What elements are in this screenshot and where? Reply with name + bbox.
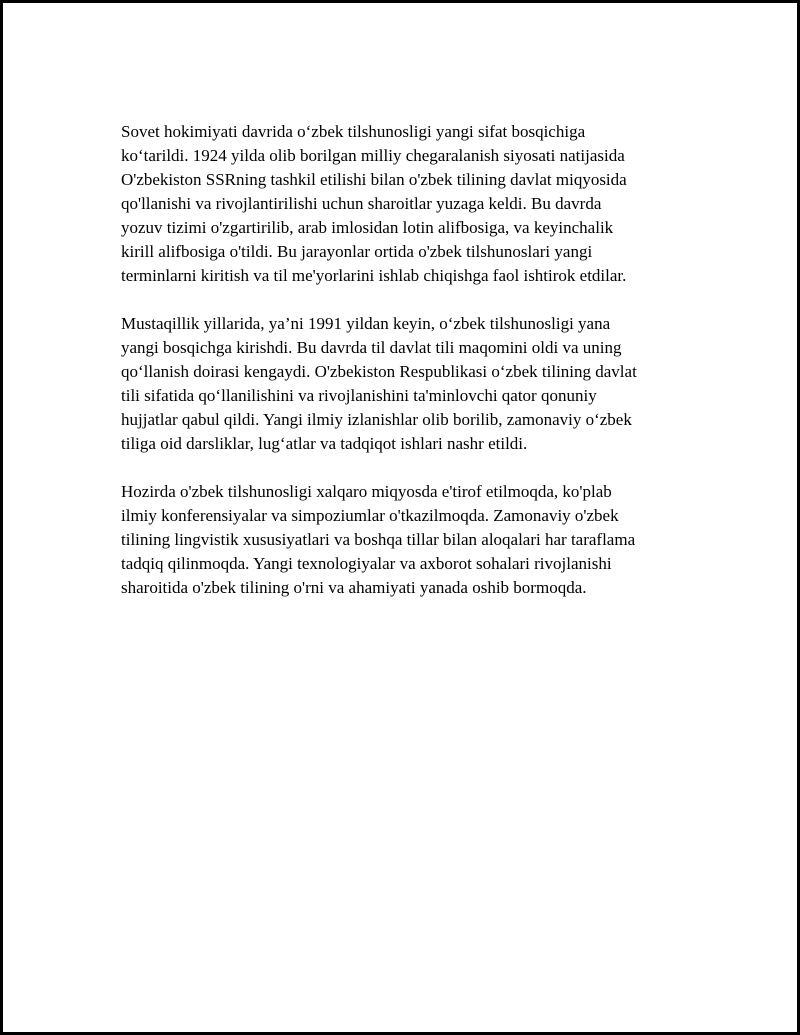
text-line: tadqiq qilinmoqda. Yangi texnologiyalar va axborot sohalari rivojlanishi <box>121 554 612 573</box>
text-line: Mustaqillik yillarida, ya’ni 1991 yildan keyin, o‘zbek tilshunosligi yana <box>121 314 611 333</box>
text-line: tilining lingvistik xususiyatlari va boshqa tillar bilan aloqalari har taraflama <box>121 530 636 549</box>
paragraph-independence-period <box>121 312 691 456</box>
paragraph-current-state <box>121 480 691 600</box>
text-line: ilmiy konferensiyalar va simpoziumlar o'tkazilmoqda. Zamonaviy o'zbek <box>121 506 619 525</box>
text-line: qo‘llanish doirasi kengaydi. O'zbekiston Respublikasi o‘zbek tilining davlat <box>121 362 637 381</box>
text-line: yozuv tizimi o'zgartirilib, arab imlosidan lotin alifbosiga, va keyinchalik <box>121 218 614 237</box>
text-line: terminlarni kiritish va til me'yorlarini ishlab chiqishga faol ishtirok etdilar. <box>121 266 627 285</box>
text-line: Sovet hokimiyati davrida o‘zbek tilshunosligi yangi sifat bosqichiga <box>121 122 586 141</box>
text-line: qo'llanishi va rivojlantirilishi uchun sharoitlar yuzaga keldi. Bu davrda <box>121 194 602 213</box>
text-line: sharoitida o'zbek tilining o'rni va ahamiyati yanada oshib bormoqda. <box>121 578 587 597</box>
paragraph-soviet-period <box>121 120 691 288</box>
text-line: tili sifatida qo‘llanilishini va rivojlanishini ta'minlovchi qator qonuniy <box>121 386 597 405</box>
text-line: Hozirda o'zbek tilshunosligi xalqaro miqyosda e'tirof etilmoqda, ko'plab <box>121 482 612 501</box>
text-line: hujjatlar qabul qildi. Yangi ilmiy izlanishlar olib borilib, zamonaviy o‘zbek <box>121 410 632 429</box>
text-line: yangi bosqichga kirishdi. Bu davrda til davlat tili maqomini oldi va uning <box>121 338 622 357</box>
text-line: ko‘tarildi. 1924 yilda olib borilgan milliy chegaralanish siyosati natijasida <box>121 146 625 165</box>
text-line: O'zbekiston SSRning tashkil etilishi bilan o'zbek tilining davlat miqyosida <box>121 170 627 189</box>
text-line: kirill alifbosiga o'tildi. Bu jarayonlar ortida o'zbek tilshunoslari yangi <box>121 242 593 261</box>
document-body <box>121 120 691 624</box>
text-line: tiliga oid darsliklar, lug‘atlar va tadqiqot ishlari nashr etildi. <box>121 434 528 453</box>
